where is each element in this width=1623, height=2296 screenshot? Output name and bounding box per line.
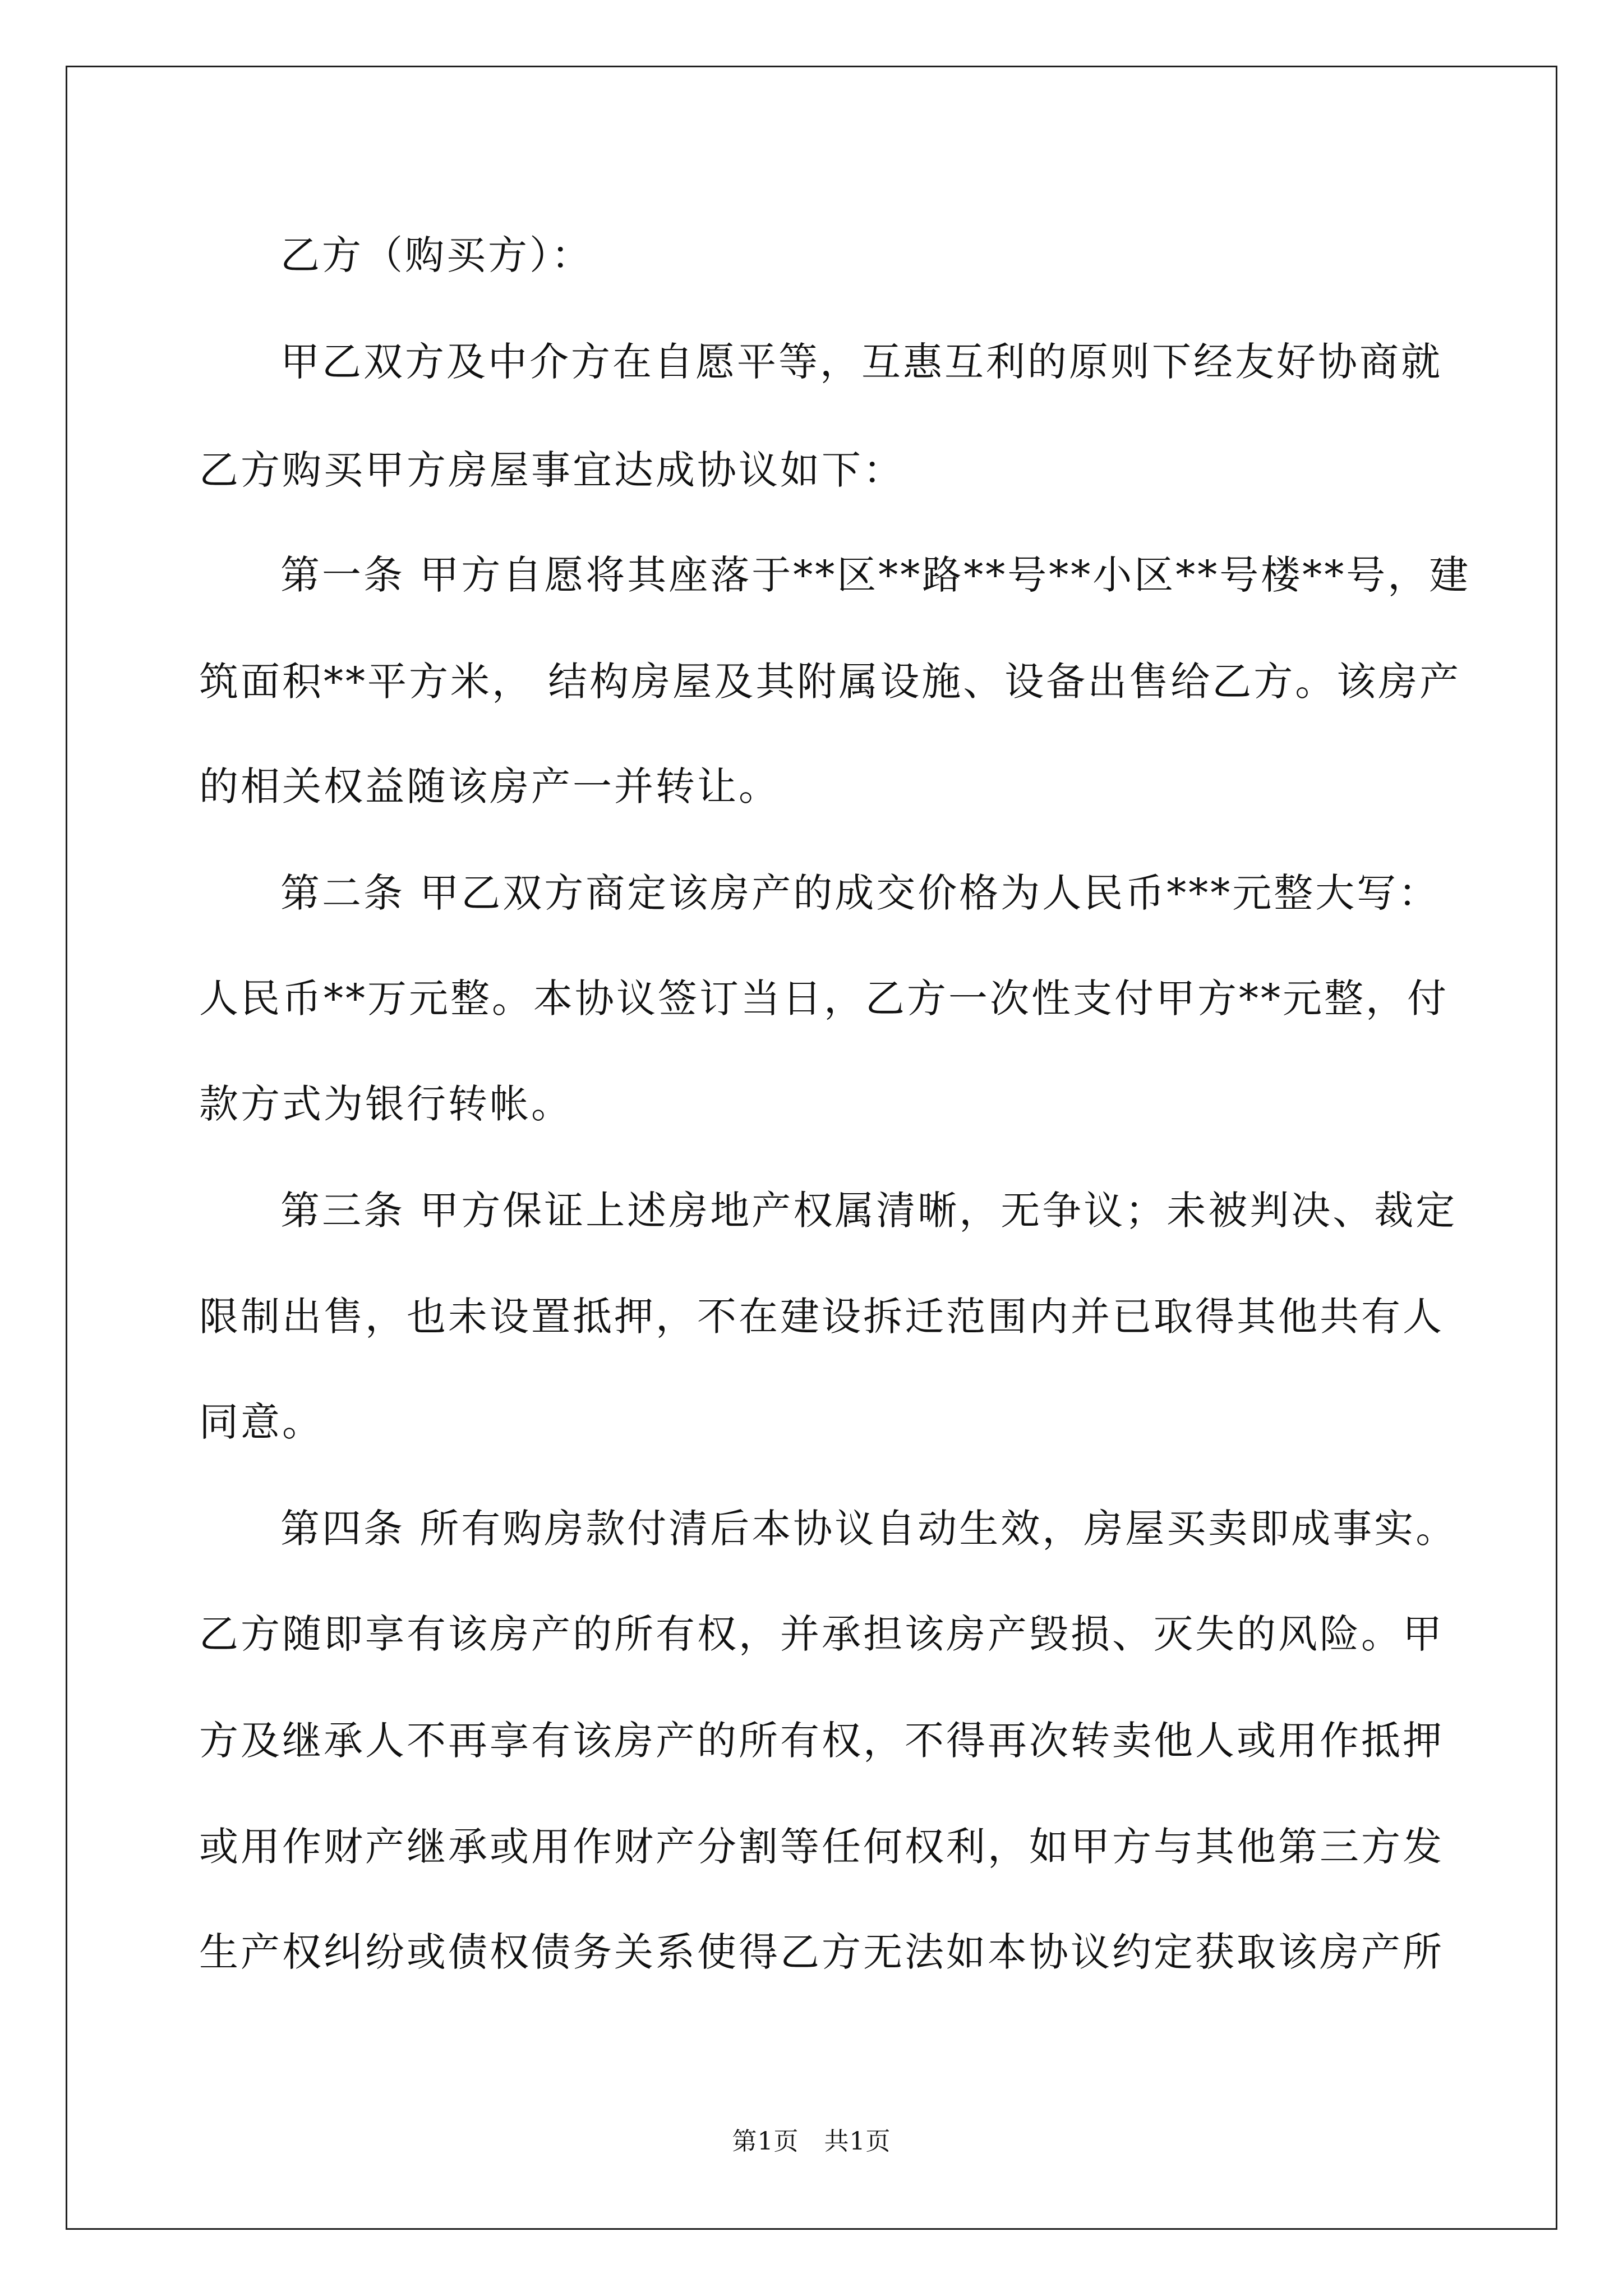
- text-line: 人民币**万元整。本协议签订当日，乙方一次性支付甲方**元整，付: [199, 976, 1449, 1022]
- text-line: 甲乙双方及中介方在自愿平等，互惠互利的原则下经友好协商就: [280, 339, 1442, 385]
- text-line: 筑面积**平方米， 结构房屋及其附属设施、设备出售给乙方。该房产: [199, 659, 1461, 705]
- text-line: 第二条 甲乙双方商定该房产的成交价格为人民币***元整大写：: [280, 870, 1440, 916]
- text-line: 限制出售，也未设置抵押，不在建设拆迁范围内并已取得其他共有人: [199, 1294, 1444, 1340]
- text-line: 第三条 甲方保证上述房地产权属清晰，无争议；未被判决、裁定: [280, 1188, 1458, 1234]
- text-line: 第一条 甲方自愿将其座落于**区**路**号**小区**号楼**号，建: [280, 552, 1471, 598]
- text-line: 同意。: [199, 1399, 324, 1445]
- page-border: [66, 66, 1557, 2230]
- text-line: 乙方购买甲方房屋事宜达成协议如下：: [199, 447, 905, 493]
- text-line: 或用作财产继承或用作财产分割等任何权利，如甲方与其他第三方发: [199, 1824, 1444, 1870]
- page-number-footer: 第1页 共1页: [732, 2127, 891, 2156]
- text-line: 乙方（购买方）：: [280, 232, 593, 278]
- text-line: 方及继承人不再享有该房产的所有权，不得再次转卖他人或用作抵押: [199, 1718, 1444, 1764]
- text-line: 生产权纠纷或债权债务关系使得乙方无法如本协议约定获取该房产所: [199, 1929, 1444, 1975]
- text-line: 第四条 所有购房款付清后本协议自动生效，房屋买卖即成事实。: [280, 1506, 1458, 1552]
- text-line: 款方式为银行转帐。: [199, 1081, 573, 1127]
- text-line: 乙方随即享有该房产的所有权，并承担该房产毁损、灭失的风险。甲: [199, 1611, 1444, 1657]
- text-line: 的相关权益随该房产一并转让。: [199, 763, 780, 809]
